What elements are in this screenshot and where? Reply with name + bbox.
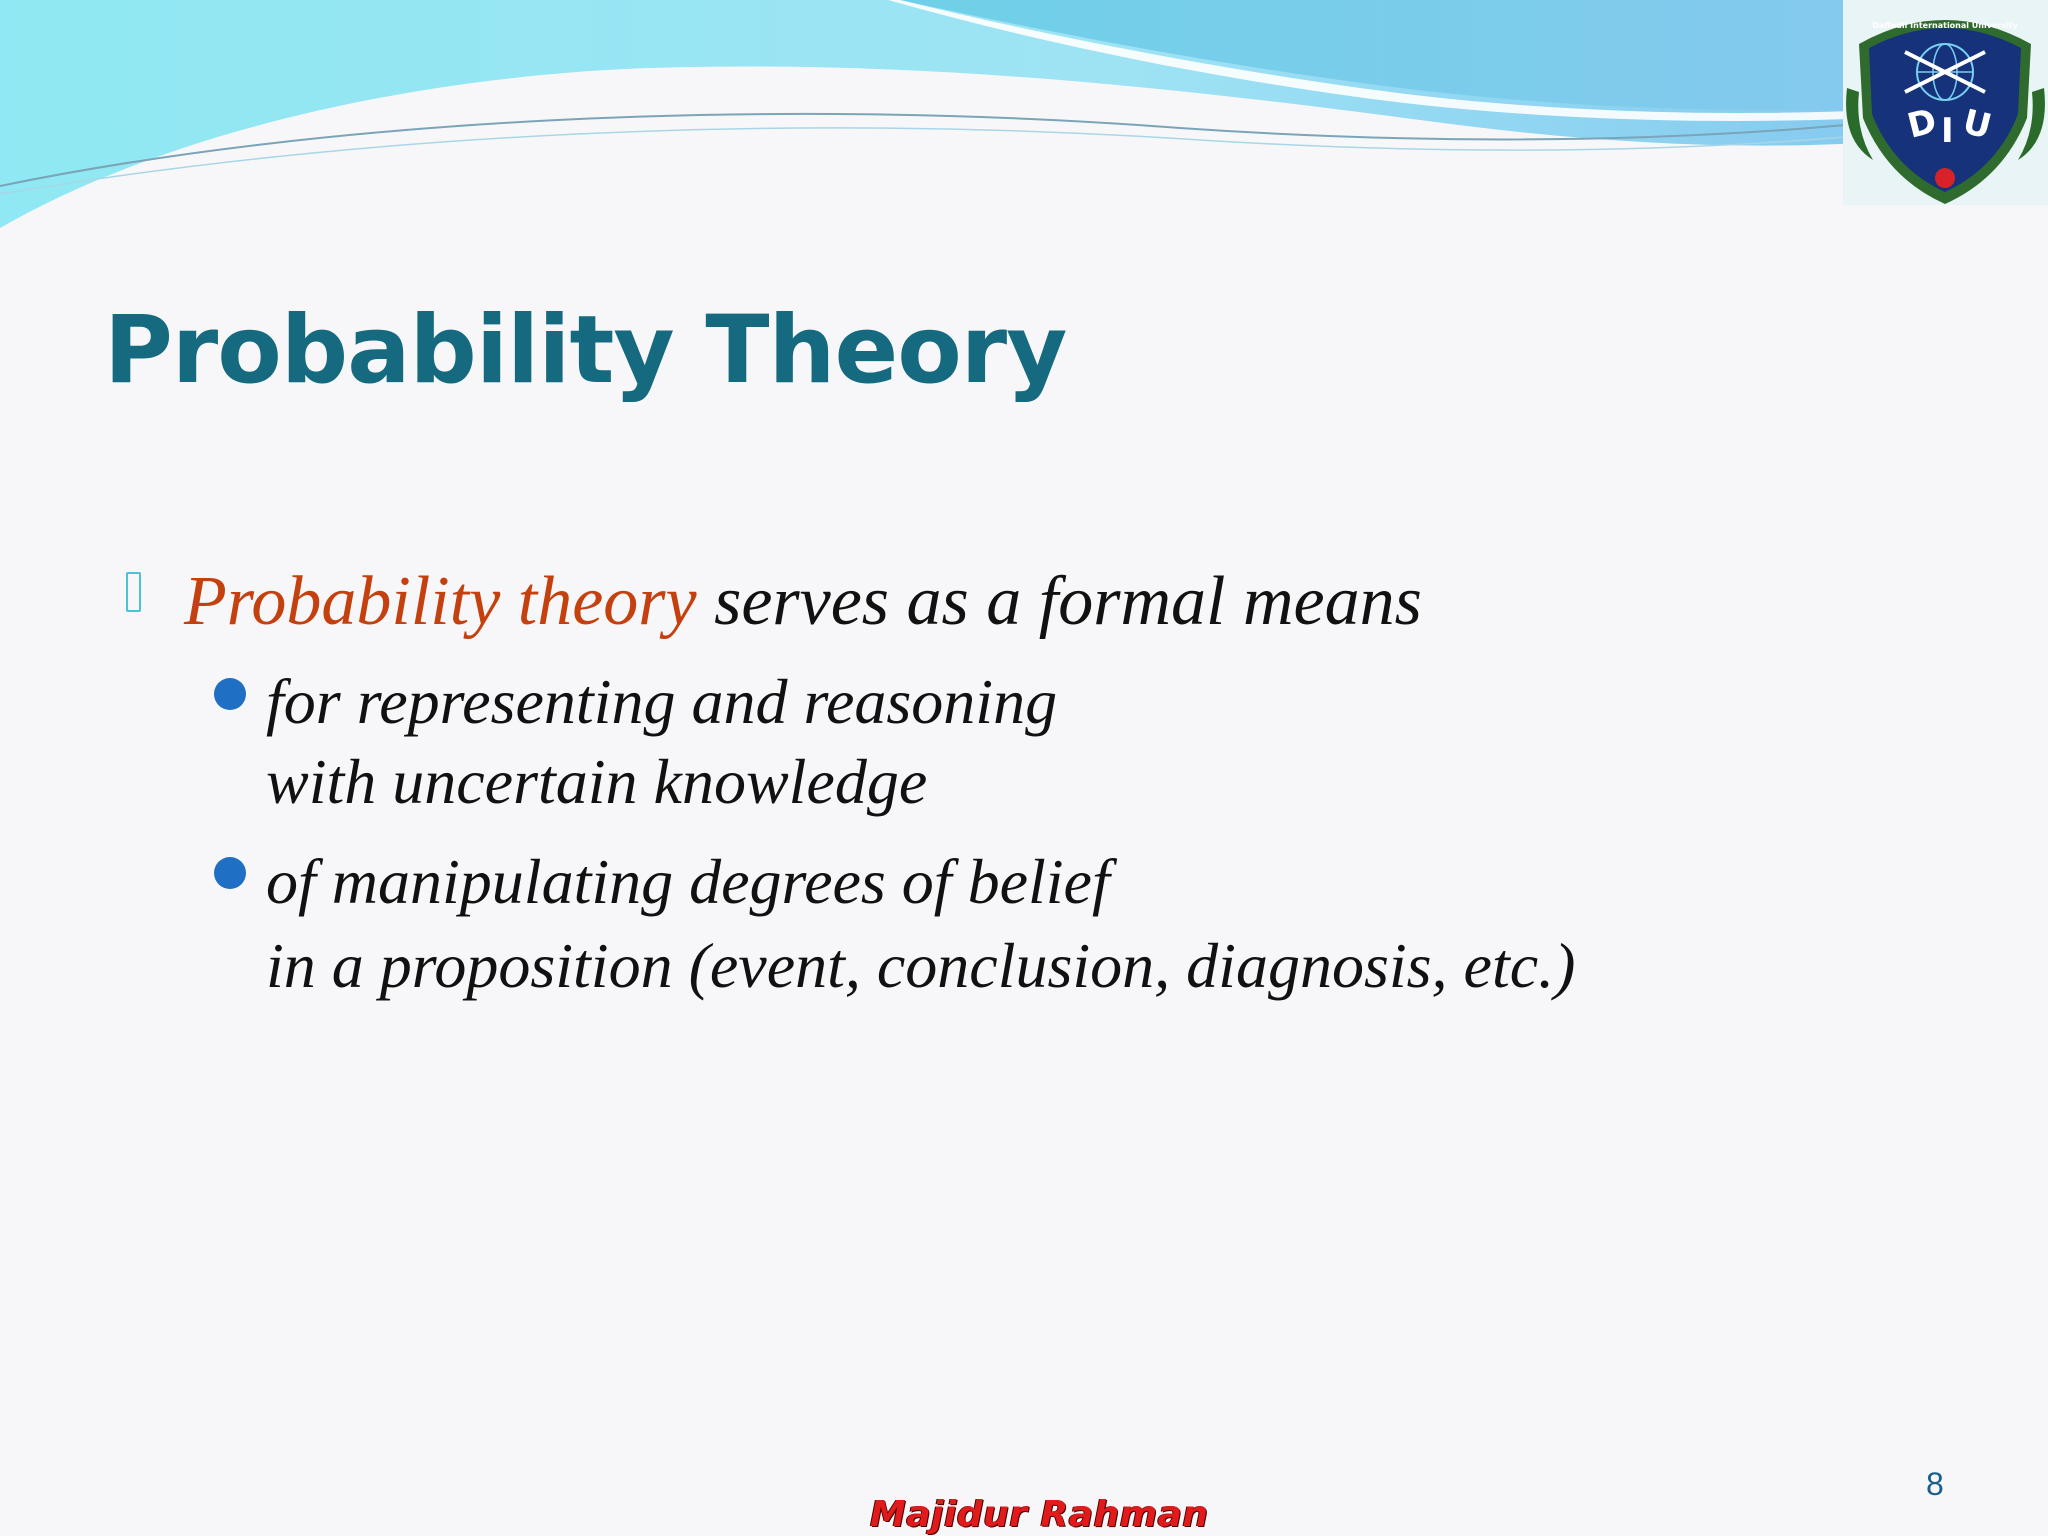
sub-bullet-1-line-1: for representing and reasoning — [266, 666, 1058, 737]
svg-text:Daffodil International Univers: Daffodil International University — [1872, 21, 2018, 30]
slide-title: Probability Theory — [104, 296, 1067, 405]
footer-author: Majidur Rahman — [870, 1494, 1209, 1535]
bullet-rest-text: serves as a formal means — [696, 563, 1422, 640]
svg-text:I: I — [1941, 111, 1954, 151]
bullet-marker-icon — [126, 572, 141, 612]
sub-bullet-1-line-2: with uncertain knowledge — [266, 746, 928, 817]
svg-text:D: D — [1903, 101, 1941, 147]
svg-text:U: U — [1958, 101, 1996, 148]
sub-bullet-dot-icon — [214, 678, 246, 710]
sub-bullet-2-line-2: in a proposition (event, conclusion, diagnosis, etc.) — [266, 930, 1576, 1001]
bullet-text — [184, 562, 1422, 642]
sub-bullet-2-line-1: of manipulating degrees of belief — [266, 846, 1110, 917]
sub-bullet-dot-icon — [214, 857, 246, 889]
highlight-term: Probability theory — [184, 563, 697, 640]
page-number: 8 — [1926, 1466, 1944, 1502]
